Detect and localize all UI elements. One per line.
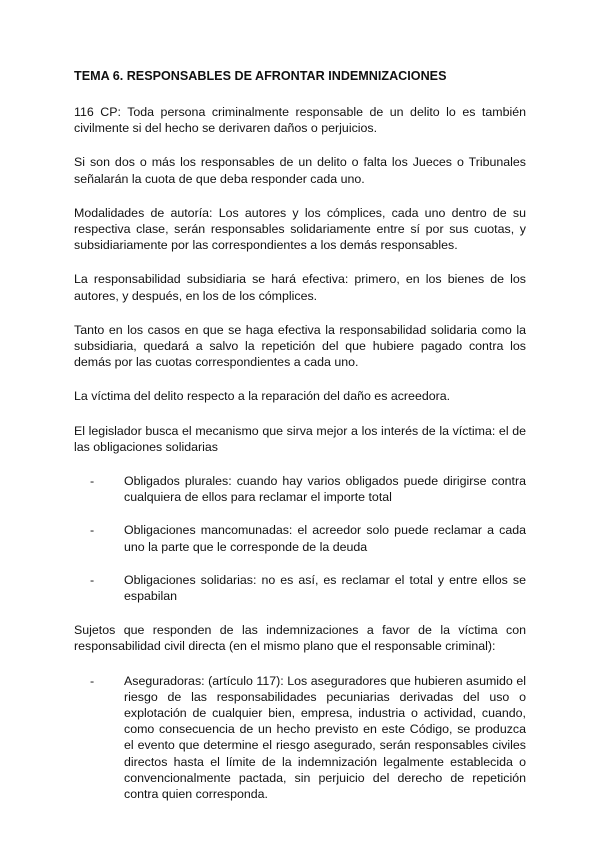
dash-bullet: - [90, 523, 95, 538]
obligations-list [74, 473, 526, 604]
dash-bullet: - [90, 673, 95, 688]
list-item [90, 522, 526, 554]
dash-bullet: - [90, 572, 95, 587]
paragraph-sujetos: Sujetos que responden de las indemnizaciones a favor de la víctima con responsabilidad civil directa (en el mismo plano que el responsable criminal): [74, 623, 526, 654]
paragraph-legislador: El legislador busca el mecanismo que sirva mejor a los interés de la víctima: el de las obligaciones solidarias [74, 423, 526, 454]
page-title: TEMA 6. RESPONSABLES DE AFRONTAR INDEMNIZACIONES [74, 69, 447, 83]
list-item-text: Obligados plurales: cuando hay varios obligados puede dirigirse contra cualquiera de ellos para reclamar el importe total [124, 474, 526, 505]
paragraph-repeticion: Tanto en los casos en que se haga efectiva la responsabilidad solidaria como la subsidiaria, quedará a salvo la repetición del que hubiere pagado contra los demás por las cuotas correspondientes a cada uno. [74, 322, 526, 370]
list-item-text: Aseguradoras: (artículo 117): Los aseguradores que hubieren asumido el riesgo de las responsabilidades pecuniarias derivadas del uso o explotación de cualquier bien, empresa, industria o actividad, cuando, como consecuencia de un hecho previsto en este Código, se produzca el evento que determine el riesgo asegurado, serán responsables civiles directos hasta el límite de la indemnización legalmente establecida o convencionalmente pactada, sin perjuicio del derecho de repetición contra quien corresponda. [124, 673, 526, 802]
list-item [90, 673, 526, 803]
dash-bullet: - [90, 474, 95, 489]
paragraph-victima-acreedora: La víctima del delito respecto a la reparación del daño es acreedora. [74, 389, 451, 404]
subjects-list [74, 673, 526, 803]
paragraph-art-116: 116 CP: Toda persona criminalmente responsable de un delito lo es también civilmente si del hecho se derivaren daños o perjuicios. [74, 105, 526, 136]
list-item [90, 572, 526, 604]
list-item-text: Obligaciones mancomunadas: el acreedor solo puede reclamar a cada uno la parte que le corresponde de la deuda [124, 523, 526, 554]
paragraph-responsabilidad-subsidiaria: La responsabilidad subsidiaria se hará efectiva: primero, en los bienes de los autores, y después, en los de los cómplices. [74, 272, 526, 303]
list-item-text: Obligaciones solidarias: no es así, es reclamar el total y entre ellos se espabilan [124, 572, 526, 604]
paragraph-modalidades-autoria: Modalidades de autoría: Los autores y los cómplices, cada uno dentro de su respectiva clase, serán responsables solidariamente entre sí por sus cuotas, y subsidiariamente por las correspondientes a los demás responsables. [74, 205, 526, 253]
paragraph-cuotas: Si son dos o más los responsables de un delito o falta los Jueces o Tribunales señalarán la cuota de que deba responder cada uno. [74, 155, 526, 186]
list-item [90, 473, 526, 505]
